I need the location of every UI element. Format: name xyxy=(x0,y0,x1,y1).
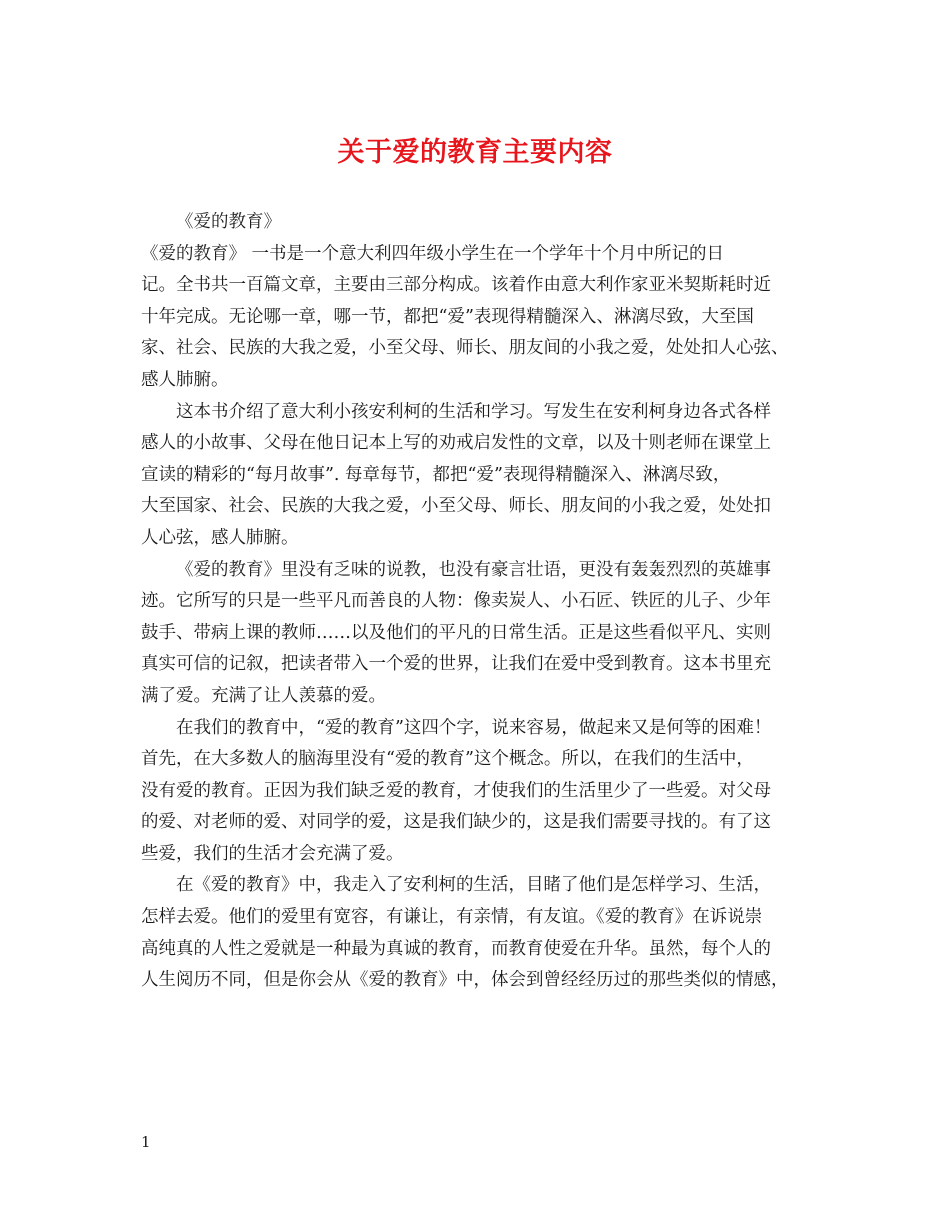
text-line: 首先，在大多数人的脑海里没有“爱的教育”这个概念。所以，在我们的生活中， xyxy=(141,749,754,770)
text-line: 这本书介绍了意大利小孩安利柯的生活和学习。写发生在安利柯身边各式各样 xyxy=(176,401,771,422)
text-line: 感人的小故事、父母在他日记本上写的劝戒启发性的文章，以及十则老师在课堂上 xyxy=(141,433,771,454)
document-body xyxy=(141,207,813,997)
text-line: 满了爱。充满了让人羡慕的爱。 xyxy=(141,685,386,706)
text-line: 真实可信的记叙，把读者带入一个爱的世界，让我们在爱中受到教育。这本书里充 xyxy=(141,654,771,675)
text-line: 《爱的教育》 xyxy=(176,212,281,232)
text-line: 高纯真的人性之爱就是一种最为真诚的教育，而教育使爱在升华。虽然，每个人的 xyxy=(141,938,771,959)
page-number: 1 xyxy=(141,1133,151,1151)
text-line: 在我们的教育中，“爱的教育”这四个字，说来容易，做起来又是何等的困难！ xyxy=(176,717,772,738)
text-line: 《爱的教育》 一书是一个意大利四年级小学生在一个学年十个月中所记的日 xyxy=(141,243,725,264)
text-line: 家、社会、民族的大我之爱，小至父母、师长、朋友间的小我之爱，处处扣人心弦、 xyxy=(141,338,789,359)
text-line: 大至国家、社会、民族的大我之爱，小至父母、师长、朋友间的小我之爱，处处扣 xyxy=(141,496,771,517)
text-line: 怎样去爱。他们的爱里有宽容，有谦让，有亲情，有友谊。《爱的教育》在诉说崇 xyxy=(141,907,763,928)
text-line: 记。全书共一百篇文章，主要由三部分构成。该着作由意大利作家亚米契斯耗时近 xyxy=(141,275,771,296)
text-line: 人生阅历不同，但是你会从《爱的教育》中，体会到曾经经历过的那些类似的情感， xyxy=(141,970,789,991)
text-line: 感人肺腑。 xyxy=(141,369,229,390)
text-line: 《爱的教育》里没有乏味的说教，也没有豪言壮语，更没有轰轰烈烈的英雄事 xyxy=(176,559,771,580)
text-line: 迹。它所写的只是一些平凡而善良的人物：像卖炭人、小石匠、铁匠的儿子、少年 xyxy=(141,591,771,612)
text-line: 些爱，我们的生活才会充满了爱。 xyxy=(141,843,404,864)
text-line: 十年完成。无论哪一章，哪一节，都把“爱”表现得精髓深入、淋漓尽致，大至国 xyxy=(141,306,754,327)
text-line: 在《爱的教育》中，我走入了安利柯的生活，目睹了他们是怎样学习、生活， xyxy=(176,875,771,896)
text-line: 人心弦，感人肺腑。 xyxy=(141,527,299,548)
text-line: 没有爱的教育。正因为我们缺乏爱的教育，才使我们的生活里少了一些爱。对父母 xyxy=(141,780,771,801)
document-title: 关于爱的教育主要内容 xyxy=(337,137,613,168)
text-line: 宣读的精彩的“每月故事”. 每章每节，都把“爱”表现得精髓深入、淋漓尽致， xyxy=(141,464,731,485)
text-line: 鼓手、带病上课的教师……以及他们的平凡的日常生活。正是这些看似平凡、实则 xyxy=(141,622,771,643)
text-line: 的爱、对老师的爱、对同学的爱，这是我们缺少的，这是我们需要寻找的。有了这 xyxy=(141,812,771,833)
